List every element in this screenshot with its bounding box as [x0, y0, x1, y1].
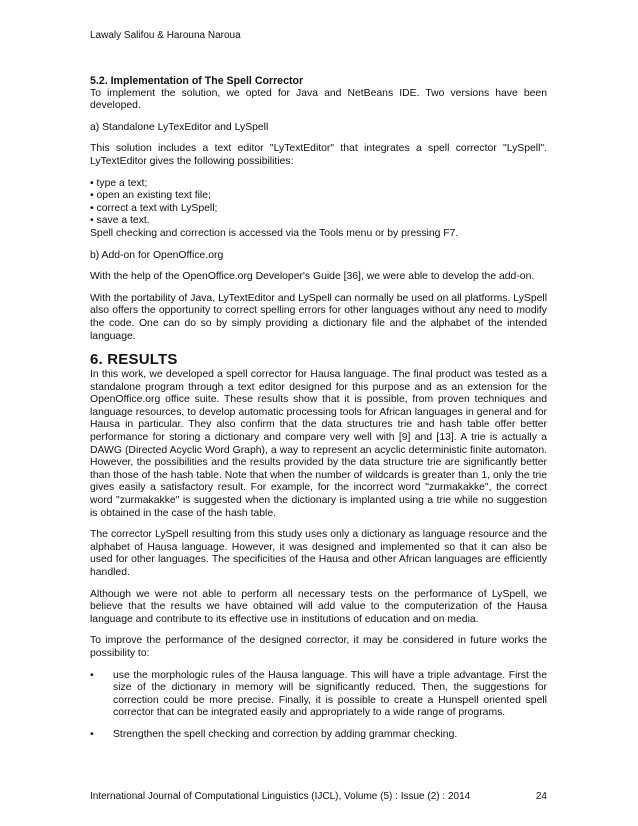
list-item: • type a text; [90, 177, 148, 189]
future-work-text: Strengthen the spell checking and correction by adding grammar checking. [113, 728, 458, 740]
running-head: Lawaly Salifou & Harouna Naroua [90, 30, 241, 41]
bullet-mark: • [90, 728, 94, 740]
page-number: 24 [535, 791, 547, 802]
portability-paragraph: With the portability of Java, LyTextEditor and LySpell can normally be used on all platforms. LySpell also offers the opportunity to correct spelling errors for other languages without any need to modify the code. One can do so by simply providing a dictionary file and the alphabet of the intended language. [90, 292, 547, 342]
subsection-a-paragraph: This solution includes a text editor "LyTextEditor" that integrates a spell corrector "LySpell". LyTextEditor gives the following possibilities: [90, 143, 547, 167]
results-paragraph-1: In this work, we developed a spell corrector for Hausa language. The final product was tested as a standalone program through a text editor designed for this purpose and as an extension for the OpenOffice.org office suite. These results show that it is possible, from proven techniques and language resources, to develop automatic processing tools for African languages in general and for Hausa in particular. They also confirm that the data structures trie and hash table offer better performance for storing a dictionary and compare very well with [9] and [13]. A trie is actually a DAWG (Directed Acyclic Word Graph), a way to represent an acyclic deterministic finite automaton. However, the possibilities and the results provided by the data structure trie are significantly better than those of the hash table. Note that when the number of wildcards is greater than 1, only the trie gives easily a satisfactory result. For example, for the incorrect word "zurmakakke", the correct word "zurmakakke" is suggested when the dictionary is implanted using a trie while no suggestion is obtained in the case of the hash table. [90, 369, 547, 519]
section-5-2-intro: To implement the solution, we opted for Java and NetBeans IDE. Two versions have been developed. [90, 87, 547, 112]
results-paragraph-2: The corrector LySpell resulting from this study uses only a dictionary as language resource and the alphabet of Hausa language. However, it was designed and implemented so that it can also be used for other languages. The specificities of the Hausa and other African languages are efficiently handled. [90, 529, 547, 578]
results-paragraph-3: Although we were not able to perform all necessary tests on the performance of LySpell, we believe that the results we have obtained will add value to the computerization of the Hausa language and contribute to its effective use in institutions of education and on media. [90, 588, 547, 625]
journal-citation: International Journal of Computational Linguistics (IJCL), Volume (5) : Issue (2) : 2014 [90, 791, 471, 802]
possibilities-list [90, 178, 547, 228]
list-item: • open an existing text file; [90, 190, 211, 202]
future-work-text: use the morphologic rules of the Hausa language. This will have a triple advantage. First the size of the dictionary in memory will be significantly reduced. Then, the suggestions for correction could be more precise. Finally, it is possible to create a Hunspell oriented spell corrector that can be integrated easily and appropriately to a wide range of programs. [113, 669, 547, 719]
future-work-item [90, 729, 547, 742]
results-paragraph-4: To improve the performance of the designed corrector, it may be considered in future works the possibility to: [90, 635, 547, 659]
list-item: • save a text. [90, 215, 150, 227]
bullet-mark: • [90, 669, 94, 681]
page-body [90, 75, 547, 751]
section-6-heading: 6. RESULTS [90, 351, 178, 369]
future-work-item [90, 670, 547, 720]
page-footer [90, 791, 547, 802]
tools-menu-note: Spell checking and correction is accessed via the Tools menu or by pressing F7. [90, 227, 459, 239]
list-item: • correct a text with LySpell; [90, 202, 218, 214]
subsection-b-paragraph: With the help of the OpenOffice.org Developer's Guide [36], we were able to develop the add-on. [90, 271, 535, 283]
subsection-b-heading: b) Add-on for OpenOffice.org [90, 249, 224, 261]
subsection-a-heading: a) Standalone LyTexEditor and LySpell [90, 121, 269, 133]
section-5-2-heading: 5.2. Implementation of The Spell Corrector [90, 75, 304, 87]
